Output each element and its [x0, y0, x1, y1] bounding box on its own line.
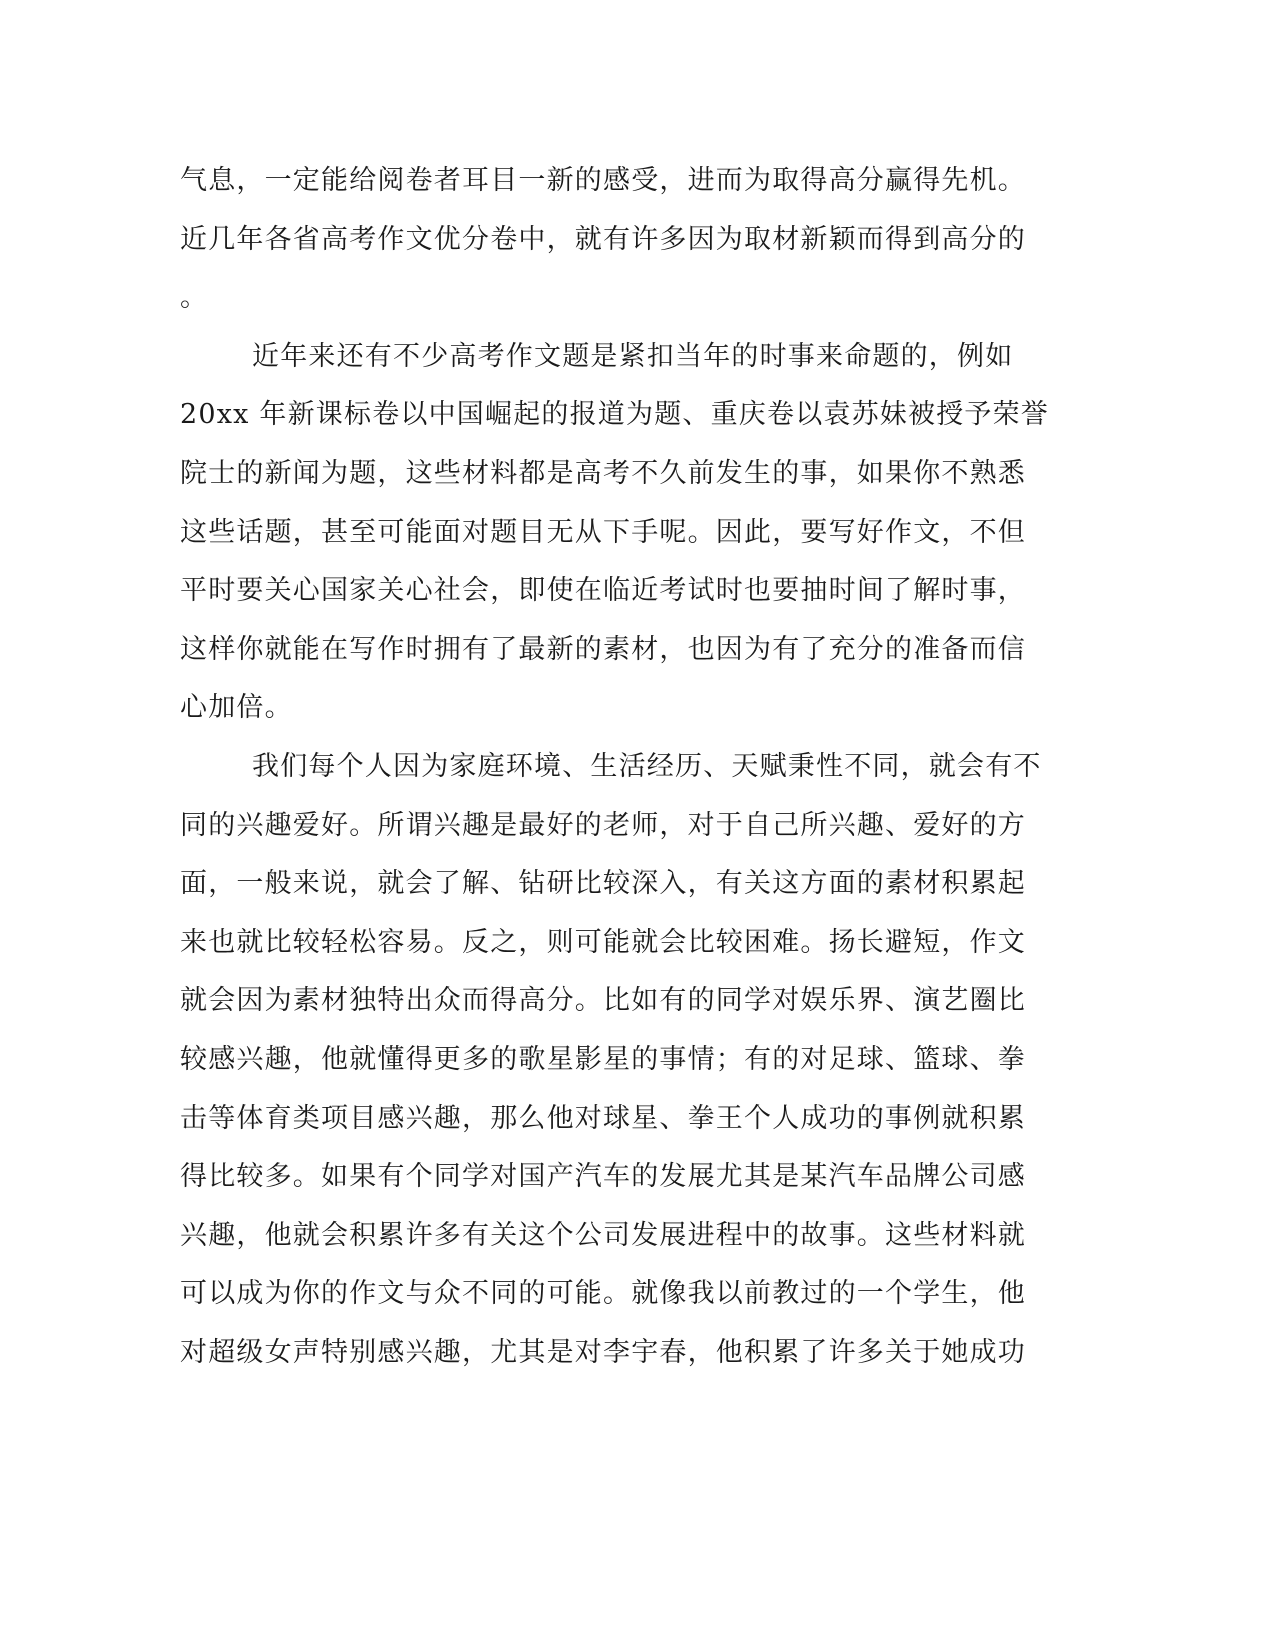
text-line: 可以成为你的作文与众不同的可能。就像我以前教过的一个学生，他 [180, 1278, 1026, 1310]
paragraph-2 [180, 328, 1049, 738]
text-line: 对超级女声特别感兴趣，尤其是对李宇春，他积累了许多关于她成功 [180, 1336, 1026, 1368]
text-line: 气息，一定能给阅卷者耳目一新的感受，进而为取得高分赢得先机。 [180, 165, 1026, 196]
paragraph-1 [180, 152, 1040, 328]
text-line: 20xx 年新课标卷以中国崛起的报道为题、重庆卷以袁苏妹被授予荣誉 [180, 399, 1049, 431]
text-line: 我们每个人因为家庭环境、生活经历、天赋秉性不同，就会有不 [252, 750, 1042, 782]
text-line: 击等体育类项目感兴趣，那么他对球星、拳王个人成功的事例就积累 [180, 1102, 1026, 1134]
text-line: 近几年各省高考作文优分卷中，就有许多因为取材新颖而得到高分的 [180, 223, 1026, 255]
text-line: 面，一般来说，就会了解、钻研比较深入，有关这方面的素材积累起 [180, 868, 1026, 900]
text-line: 兴趣，他就会积累许多有关这个公司发展进程中的故事。这些材料就 [180, 1219, 1026, 1251]
text-line: 同的兴趣爱好。所谓兴趣是最好的老师，对于自己所兴趣、爱好的方 [180, 809, 1026, 841]
text-line: 心加倍。 [180, 692, 293, 724]
paragraph-3 [180, 738, 1040, 1383]
text-line: 这样你就能在写作时拥有了最新的素材，也因为有了充分的准备而信 [180, 633, 1026, 665]
text-line: 这些话题，甚至可能面对题目无从下手呢。因此，要写好作文，不但 [180, 516, 1026, 548]
text-line: 得比较多。如果有个同学对国产汽车的发展尤其是某汽车品牌公司感 [180, 1161, 1026, 1193]
text-line: 近年来还有不少高考作文题是紧扣当年的时事来命题的，例如 [252, 340, 1014, 372]
text-line: 。 [180, 282, 209, 314]
document-body [180, 152, 1049, 1382]
text-line: 来也就比较轻松容易。反之，则可能就会比较困难。扬长避短，作文 [180, 926, 1026, 958]
text-line: 平时要关心国家关心社会，即使在临近考试时也要抽时间了解时事， [180, 575, 1026, 607]
text-line: 较感兴趣，他就懂得更多的歌星影星的事情；有的对足球、篮球、拳 [180, 1043, 1026, 1075]
text-line: 就会因为素材独特出众而得高分。比如有的同学对娱乐界、演艺圈比 [180, 985, 1026, 1017]
text-line: 院士的新闻为题，这些材料都是高考不久前发生的事，如果你不熟悉 [180, 457, 1026, 489]
